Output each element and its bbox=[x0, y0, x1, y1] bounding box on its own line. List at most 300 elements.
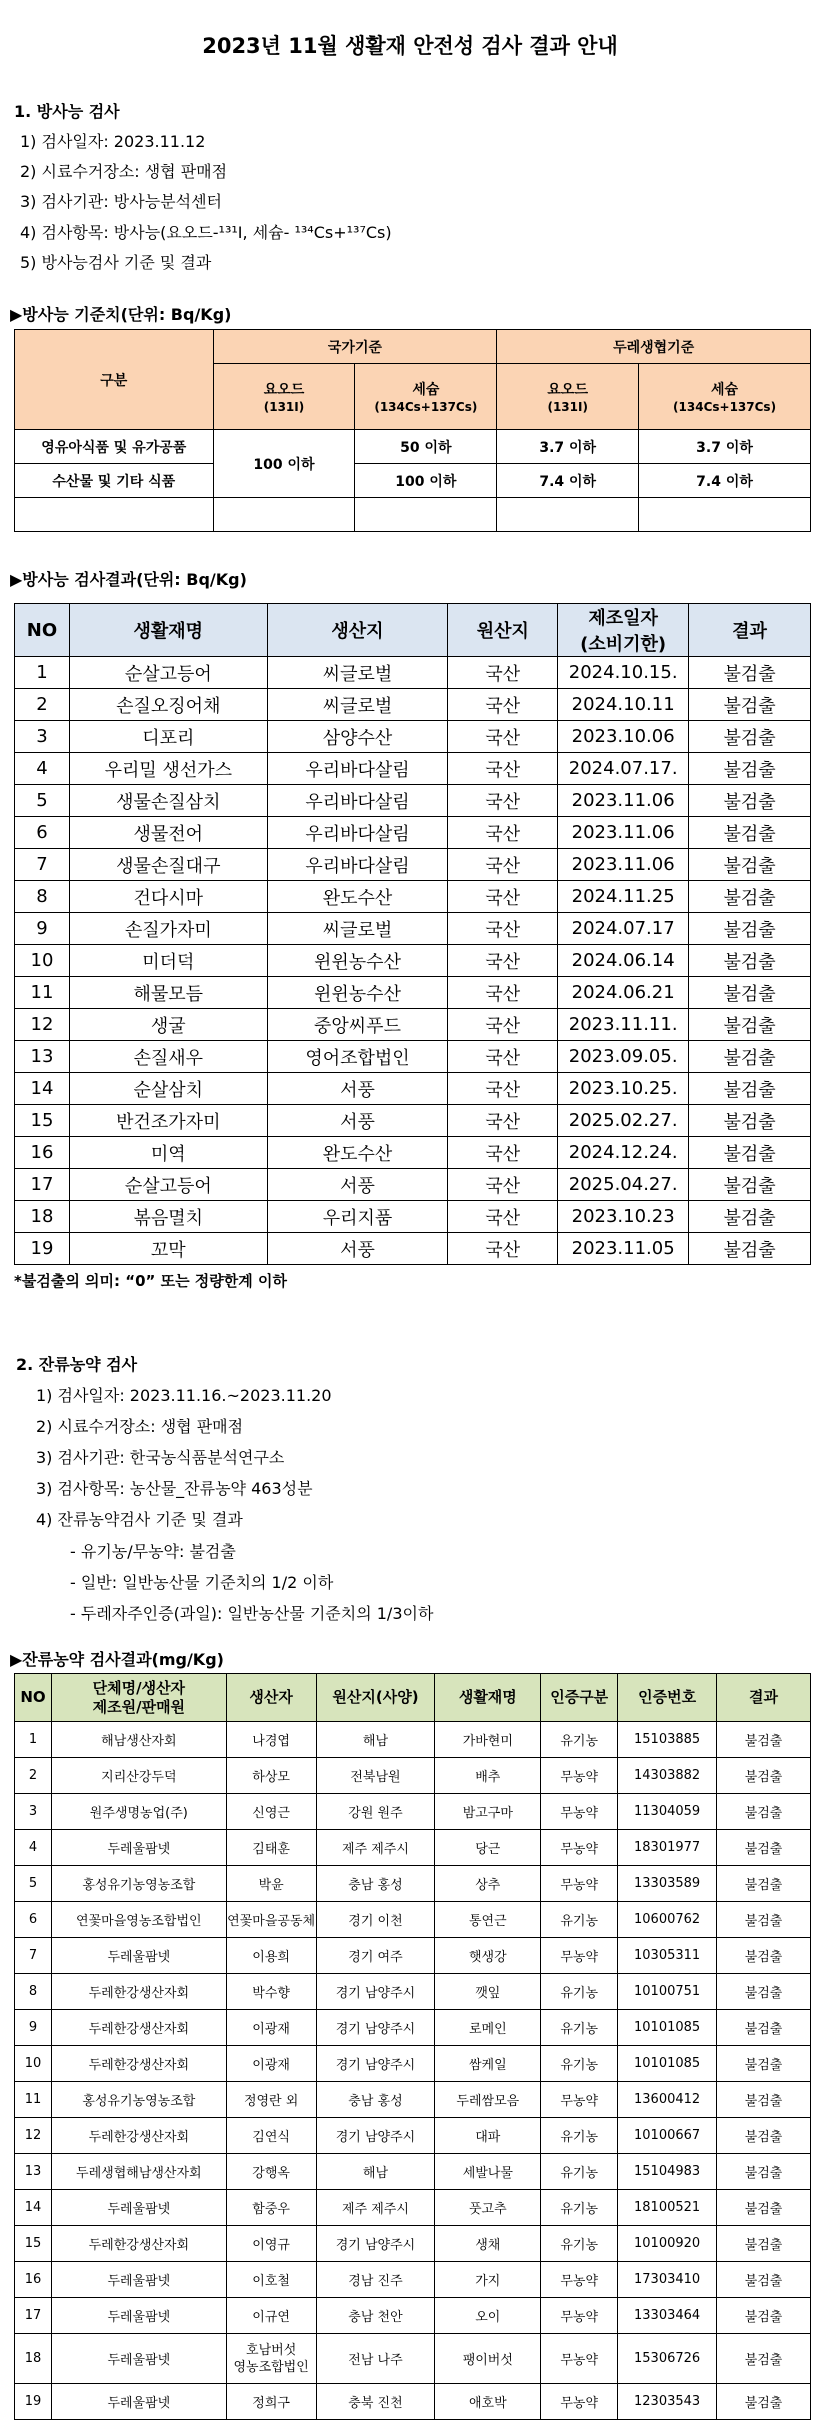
pest-cell-result: 불검출 bbox=[717, 1938, 811, 1974]
pest-cell-origin: 경기 여주 bbox=[316, 1938, 435, 1974]
pest-cell-org: 두레울팜넷 bbox=[51, 2262, 226, 2298]
rad-cell-producer: 씨글로벌 bbox=[267, 689, 448, 721]
pest-cell-result: 불검출 bbox=[717, 1758, 811, 1794]
pest-cell-result: 불검출 bbox=[717, 2154, 811, 2190]
rad-cell-origin: 국산 bbox=[448, 849, 558, 881]
pest-cell-no: 7 bbox=[15, 1938, 52, 1974]
rad-cell-date: 2023.10.25. bbox=[558, 1073, 689, 1105]
table-row bbox=[15, 1137, 811, 1169]
rad-cell-item: 손질오징어채 bbox=[69, 689, 267, 721]
table-row bbox=[15, 913, 811, 945]
pest-cell-cert-type: 유기농 bbox=[541, 2046, 618, 2082]
rad-cell-result: 불검출 bbox=[689, 881, 811, 913]
rad-cell-producer: 중앙씨푸드 bbox=[267, 1009, 448, 1041]
pest-cell-producer: 호남버섯 영농조합법인 bbox=[226, 2334, 316, 2384]
rad-cell-no: 16 bbox=[15, 1137, 70, 1169]
table-row bbox=[15, 1974, 811, 2010]
pest-cell-cert-type: 유기농 bbox=[541, 2226, 618, 2262]
table-row bbox=[15, 1866, 811, 1902]
rad-cell-item: 생굴 bbox=[69, 1009, 267, 1041]
pest-cell-cert-no: 10101085 bbox=[618, 2046, 717, 2082]
rad-cell-result: 불검출 bbox=[689, 849, 811, 881]
table-row bbox=[15, 2334, 811, 2384]
rad-cell-result: 불검출 bbox=[689, 945, 811, 977]
pest-cell-producer: 하상모 bbox=[226, 1758, 316, 1794]
pest-cell-result: 불검출 bbox=[717, 2226, 811, 2262]
table-row bbox=[15, 849, 811, 881]
rad-cell-origin: 국산 bbox=[448, 1137, 558, 1169]
pest-cell-cert-no: 18301977 bbox=[618, 1830, 717, 1866]
rad-header-date: 제조일자 (소비기한) bbox=[558, 604, 689, 657]
std-empty-cell bbox=[15, 498, 214, 532]
rad-header-origin: 원산지 bbox=[448, 604, 558, 657]
pest-cell-producer: 이용희 bbox=[226, 1938, 316, 1974]
rad-cell-producer: 윈윈농수산 bbox=[267, 945, 448, 977]
rad-cell-result: 불검출 bbox=[689, 657, 811, 689]
rad-cell-item: 해물모듬 bbox=[69, 977, 267, 1009]
table-row bbox=[15, 1073, 811, 1105]
pest-cell-no: 16 bbox=[15, 2262, 52, 2298]
pest-cell-item: 풋고추 bbox=[435, 2190, 541, 2226]
rad-cell-date: 2024.11.25 bbox=[558, 881, 689, 913]
pest-header-cert-type: 인증구분 bbox=[541, 1674, 618, 1722]
rad-cell-no: 6 bbox=[15, 817, 70, 849]
rad-cell-date: 2025.02.27. bbox=[558, 1105, 689, 1137]
std-national-header: 국가기준 bbox=[213, 330, 497, 364]
std-empty-cell bbox=[355, 498, 497, 532]
rad-cell-date: 2023.11.06 bbox=[558, 785, 689, 817]
rad-cell-item: 생물전어 bbox=[69, 817, 267, 849]
pest-cell-origin: 해남 bbox=[316, 1722, 435, 1758]
std-iodine-header: 요오드 (131I) bbox=[213, 364, 355, 430]
rad-cell-date: 2024.07.17. bbox=[558, 753, 689, 785]
pest-cell-org: 두레한강생산자회 bbox=[51, 2118, 226, 2154]
rad-cell-no: 19 bbox=[15, 1233, 70, 1265]
pest-cell-cert-type: 무농약 bbox=[541, 2334, 618, 2384]
pest-cell-cert-type: 유기농 bbox=[541, 2190, 618, 2226]
rad-cell-origin: 국산 bbox=[448, 1073, 558, 1105]
table-row bbox=[15, 1794, 811, 1830]
pest-cell-no: 8 bbox=[15, 1974, 52, 2010]
pest-cell-result: 불검출 bbox=[717, 2046, 811, 2082]
rad-cell-item: 미역 bbox=[69, 1137, 267, 1169]
pest-cell-origin: 충남 홍성 bbox=[316, 2082, 435, 2118]
pest-cell-item: 애호박 bbox=[435, 2384, 541, 2420]
rad-cell-origin: 국산 bbox=[448, 657, 558, 689]
rad-cell-result: 불검출 bbox=[689, 1137, 811, 1169]
section2-item: 4) 잔류농약검사 기준 및 결과 bbox=[36, 1510, 243, 1529]
pest-cell-item: 상추 bbox=[435, 1866, 541, 1902]
pest-cell-origin: 해남 bbox=[316, 2154, 435, 2190]
std-doore-header: 두레생협기준 bbox=[497, 330, 811, 364]
table-row bbox=[15, 2154, 811, 2190]
pest-header-producer: 생산자 bbox=[226, 1674, 316, 1722]
pest-cell-org: 두레울팜넷 bbox=[51, 2334, 226, 2384]
rad-cell-result: 불검출 bbox=[689, 721, 811, 753]
pest-cell-item: 깻잎 bbox=[435, 1974, 541, 2010]
section2-heading: 2. 잔류농약 검사 bbox=[16, 1355, 138, 1374]
rad-cell-no: 2 bbox=[15, 689, 70, 721]
pest-caption: ▶잔류농약 검사결과(mg/Kg) bbox=[10, 1650, 224, 1669]
table-row bbox=[15, 2010, 811, 2046]
rad-cell-result: 불검출 bbox=[689, 1041, 811, 1073]
radiation-results-table bbox=[14, 603, 811, 1265]
rad-cell-result: 불검출 bbox=[689, 753, 811, 785]
std-empty-cell bbox=[639, 498, 811, 532]
rad-cell-result: 불검출 bbox=[689, 1201, 811, 1233]
rad-cell-origin: 국산 bbox=[448, 913, 558, 945]
rad-cell-no: 10 bbox=[15, 945, 70, 977]
pest-cell-item: 대파 bbox=[435, 2118, 541, 2154]
rad-cell-result: 불검출 bbox=[689, 817, 811, 849]
pest-cell-result: 불검출 bbox=[717, 2118, 811, 2154]
pest-cell-producer: 이영규 bbox=[226, 2226, 316, 2262]
rad-cell-no: 9 bbox=[15, 913, 70, 945]
pest-cell-producer: 나경엽 bbox=[226, 1722, 316, 1758]
rad-cell-result: 불검출 bbox=[689, 977, 811, 1009]
rad-cell-origin: 국산 bbox=[448, 1169, 558, 1201]
rad-header-no: NO bbox=[15, 604, 70, 657]
table-row bbox=[15, 945, 811, 977]
rad-cell-origin: 국산 bbox=[448, 753, 558, 785]
rad-cell-no: 14 bbox=[15, 1073, 70, 1105]
table-row bbox=[15, 2118, 811, 2154]
pest-cell-item: 오이 bbox=[435, 2298, 541, 2334]
rad-cell-result: 불검출 bbox=[689, 785, 811, 817]
section1-item: 1) 검사일자: 2023.11.12 bbox=[20, 132, 206, 151]
rad-cell-item: 순살고등어 bbox=[69, 657, 267, 689]
page-title: 2023년 11월 생활재 안전성 검사 결과 안내 bbox=[202, 34, 618, 58]
pest-cell-item: 밤고구마 bbox=[435, 1794, 541, 1830]
pest-cell-cert-type: 무농약 bbox=[541, 2298, 618, 2334]
pest-cell-producer: 강행옥 bbox=[226, 2154, 316, 2190]
rad-cell-origin: 국산 bbox=[448, 1009, 558, 1041]
std-doore-cesium: 3.7 이하 bbox=[639, 430, 811, 464]
section1-heading: 1. 방사능 검사 bbox=[14, 102, 120, 121]
std-doore-iodine: 7.4 이하 bbox=[497, 464, 639, 498]
table-row bbox=[15, 1758, 811, 1794]
pest-cell-cert-no: 10600762 bbox=[618, 1902, 717, 1938]
pest-cell-origin: 제주 제주시 bbox=[316, 1830, 435, 1866]
pest-cell-no: 18 bbox=[15, 2334, 52, 2384]
rad-cell-producer: 우리바다살림 bbox=[267, 817, 448, 849]
pest-header-no: NO bbox=[15, 1674, 52, 1722]
std-nat-iodine: 100 이하 bbox=[213, 430, 355, 498]
pest-cell-cert-no: 13303464 bbox=[618, 2298, 717, 2334]
pest-cell-item: 로메인 bbox=[435, 2010, 541, 2046]
section2-item: 3) 검사기관: 한국농식품분석연구소 bbox=[36, 1448, 285, 1467]
section1-item: 5) 방사능검사 기준 및 결과 bbox=[20, 253, 212, 272]
rad-cell-origin: 국산 bbox=[448, 1105, 558, 1137]
rad-cell-date: 2024.07.17 bbox=[558, 913, 689, 945]
rad-cell-producer: 삼양수산 bbox=[267, 721, 448, 753]
pest-cell-cert-type: 무농약 bbox=[541, 1830, 618, 1866]
rad-cell-item: 생물손질대구 bbox=[69, 849, 267, 881]
pest-cell-org: 지리산강두덕 bbox=[51, 1758, 226, 1794]
rad-cell-date: 2024.10.11 bbox=[558, 689, 689, 721]
rad-cell-item: 꼬막 bbox=[69, 1233, 267, 1265]
pest-cell-producer: 정영란 외 bbox=[226, 2082, 316, 2118]
std-cesium-header: 세슘 (134Cs+137Cs) bbox=[355, 364, 497, 430]
pest-cell-org: 두레한강생산자회 bbox=[51, 2226, 226, 2262]
pest-cell-item: 세발나물 bbox=[435, 2154, 541, 2190]
std-cesium-header: 세슘 (134Cs+137Cs) bbox=[639, 364, 811, 430]
rad-cell-item: 손질새우 bbox=[69, 1041, 267, 1073]
section2-item: 1) 검사일자: 2023.11.16.~2023.11.20 bbox=[36, 1386, 332, 1405]
pest-cell-cert-no: 14303882 bbox=[618, 1758, 717, 1794]
pest-cell-producer: 연꽃마을공동체 bbox=[226, 1902, 316, 1938]
pest-cell-origin: 충남 홍성 bbox=[316, 1866, 435, 1902]
pest-cell-origin: 충북 진천 bbox=[316, 2384, 435, 2420]
rad-cell-origin: 국산 bbox=[448, 1233, 558, 1265]
rad-cell-result: 불검출 bbox=[689, 1105, 811, 1137]
pest-cell-org: 두레울팜넷 bbox=[51, 1830, 226, 1866]
pest-cell-result: 불검출 bbox=[717, 1722, 811, 1758]
rad-cell-no: 11 bbox=[15, 977, 70, 1009]
pest-cell-result: 불검출 bbox=[717, 1866, 811, 1902]
pest-cell-producer: 박윤 bbox=[226, 1866, 316, 1902]
pest-cell-org: 해남생산자회 bbox=[51, 1722, 226, 1758]
pest-cell-result: 불검출 bbox=[717, 2334, 811, 2384]
table-row bbox=[15, 2226, 811, 2262]
pest-cell-cert-type: 유기농 bbox=[541, 2010, 618, 2046]
rad-cell-producer: 우리바다살림 bbox=[267, 785, 448, 817]
table-row bbox=[15, 1938, 811, 1974]
pest-cell-no: 2 bbox=[15, 1758, 52, 1794]
pest-cell-producer: 정희구 bbox=[226, 2384, 316, 2420]
pest-cell-org: 원주생명농업(주) bbox=[51, 1794, 226, 1830]
section2-sub: - 일반: 일반농산물 기준치의 1/2 이하 bbox=[70, 1573, 334, 1592]
pest-cell-cert-no: 10100667 bbox=[618, 2118, 717, 2154]
pest-cell-no: 9 bbox=[15, 2010, 52, 2046]
pest-cell-origin: 경남 진주 bbox=[316, 2262, 435, 2298]
rad-cell-date: 2024.12.24. bbox=[558, 1137, 689, 1169]
table-row bbox=[15, 1233, 811, 1265]
rad-cell-result: 불검출 bbox=[689, 1233, 811, 1265]
pest-cell-producer: 이광재 bbox=[226, 2046, 316, 2082]
rad-cell-producer: 서풍 bbox=[267, 1169, 448, 1201]
table-row bbox=[15, 1009, 811, 1041]
pest-cell-origin: 경기 이천 bbox=[316, 1902, 435, 1938]
rad-cell-origin: 국산 bbox=[448, 689, 558, 721]
std-doore-iodine: 3.7 이하 bbox=[497, 430, 639, 464]
pest-cell-item: 당근 bbox=[435, 1830, 541, 1866]
rad-cell-origin: 국산 bbox=[448, 1041, 558, 1073]
pest-cell-cert-no: 17303410 bbox=[618, 2262, 717, 2298]
pest-cell-origin: 경기 남양주시 bbox=[316, 2010, 435, 2046]
pest-cell-result: 불검출 bbox=[717, 2190, 811, 2226]
pest-cell-org: 두레한강생산자회 bbox=[51, 1974, 226, 2010]
std-row-name: 영유아식품 및 유가공품 bbox=[15, 430, 214, 464]
pest-cell-producer: 함중우 bbox=[226, 2190, 316, 2226]
pest-cell-cert-type: 무농약 bbox=[541, 1866, 618, 1902]
table-row bbox=[15, 1041, 811, 1073]
pest-cell-result: 불검출 bbox=[717, 2384, 811, 2420]
rad-cell-result: 불검출 bbox=[689, 1009, 811, 1041]
rad-cell-item: 손질가자미 bbox=[69, 913, 267, 945]
table-row bbox=[15, 977, 811, 1009]
pest-cell-org: 두레울팜넷 bbox=[51, 2298, 226, 2334]
pest-cell-no: 3 bbox=[15, 1794, 52, 1830]
rad-cell-result: 불검출 bbox=[689, 689, 811, 721]
pest-cell-org: 두레울팜넷 bbox=[51, 1938, 226, 1974]
pest-cell-cert-no: 10101085 bbox=[618, 2010, 717, 2046]
pest-cell-no: 14 bbox=[15, 2190, 52, 2226]
pest-cell-origin: 전북남원 bbox=[316, 1758, 435, 1794]
rad-cell-producer: 서풍 bbox=[267, 1073, 448, 1105]
rad-cell-origin: 국산 bbox=[448, 881, 558, 913]
pest-cell-cert-no: 13303589 bbox=[618, 1866, 717, 1902]
rad-cell-item: 순살고등어 bbox=[69, 1169, 267, 1201]
pest-cell-no: 1 bbox=[15, 1722, 52, 1758]
table-row bbox=[15, 1201, 811, 1233]
table-row bbox=[15, 2082, 811, 2118]
pest-cell-cert-type: 유기농 bbox=[541, 1974, 618, 2010]
pest-cell-no: 6 bbox=[15, 1902, 52, 1938]
table-row bbox=[15, 1169, 811, 1201]
rad-cell-no: 8 bbox=[15, 881, 70, 913]
pest-cell-org: 두레울팜넷 bbox=[51, 2190, 226, 2226]
rad-cell-origin: 국산 bbox=[448, 785, 558, 817]
section2-item: 2) 시료수거장소: 생협 판매점 bbox=[36, 1417, 244, 1436]
pest-cell-cert-type: 무농약 bbox=[541, 2082, 618, 2118]
rad-cell-producer: 윈윈농수산 bbox=[267, 977, 448, 1009]
pest-cell-no: 17 bbox=[15, 2298, 52, 2334]
pest-cell-producer: 이호철 bbox=[226, 2262, 316, 2298]
table-row bbox=[15, 2298, 811, 2334]
rad-caption: ▶방사능 검사결과(단위: Bq/Kg) bbox=[10, 570, 247, 589]
pest-cell-origin: 제주 제주시 bbox=[316, 2190, 435, 2226]
pest-cell-cert-no: 12303543 bbox=[618, 2384, 717, 2420]
pest-header-item: 생활재명 bbox=[435, 1674, 541, 1722]
pest-cell-result: 불검출 bbox=[717, 2298, 811, 2334]
pest-cell-cert-no: 10100920 bbox=[618, 2226, 717, 2262]
rad-cell-producer: 씨글로벌 bbox=[267, 657, 448, 689]
rad-cell-origin: 국산 bbox=[448, 721, 558, 753]
pest-cell-item: 두레쌈모음 bbox=[435, 2082, 541, 2118]
rad-cell-no: 12 bbox=[15, 1009, 70, 1041]
pest-cell-item: 생채 bbox=[435, 2226, 541, 2262]
pest-cell-org: 홍성유기농영농조합 bbox=[51, 2082, 226, 2118]
pest-cell-no: 10 bbox=[15, 2046, 52, 2082]
rad-cell-date: 2023.11.05 bbox=[558, 1233, 689, 1265]
pest-cell-cert-type: 유기농 bbox=[541, 1722, 618, 1758]
std-category-header: 구분 bbox=[15, 330, 214, 430]
rad-cell-item: 디포리 bbox=[69, 721, 267, 753]
rad-cell-origin: 국산 bbox=[448, 977, 558, 1009]
rad-cell-no: 3 bbox=[15, 721, 70, 753]
pest-cell-cert-no: 18100521 bbox=[618, 2190, 717, 2226]
rad-cell-no: 7 bbox=[15, 849, 70, 881]
std-empty-cell bbox=[497, 498, 639, 532]
rad-cell-item: 볶음멸치 bbox=[69, 1201, 267, 1233]
table-row bbox=[15, 2262, 811, 2298]
pest-cell-org: 두레생협해남생산자회 bbox=[51, 2154, 226, 2190]
table-row bbox=[15, 1902, 811, 1938]
pest-cell-origin: 강원 원주 bbox=[316, 1794, 435, 1830]
rad-cell-date: 2024.06.21 bbox=[558, 977, 689, 1009]
section2-sub: - 두레자주인증(과일): 일반농산물 기준치의 1/3이하 bbox=[70, 1604, 434, 1623]
rad-cell-producer: 우리바다살림 bbox=[267, 849, 448, 881]
rad-cell-no: 4 bbox=[15, 753, 70, 785]
pest-cell-cert-no: 15103885 bbox=[618, 1722, 717, 1758]
table-row bbox=[15, 2384, 811, 2420]
pest-cell-cert-no: 10305311 bbox=[618, 1938, 717, 1974]
pest-cell-cert-no: 15104983 bbox=[618, 2154, 717, 2190]
table-row bbox=[15, 2190, 811, 2226]
table-row bbox=[15, 881, 811, 913]
rad-cell-producer: 서풍 bbox=[267, 1105, 448, 1137]
rad-cell-no: 15 bbox=[15, 1105, 70, 1137]
pest-header-origin: 원산지(사양) bbox=[316, 1674, 435, 1722]
rad-cell-producer: 완도수산 bbox=[267, 881, 448, 913]
pest-cell-item: 통연근 bbox=[435, 1902, 541, 1938]
rad-cell-date: 2023.11.06 bbox=[558, 849, 689, 881]
rad-cell-no: 18 bbox=[15, 1201, 70, 1233]
rad-cell-item: 건다시마 bbox=[69, 881, 267, 913]
pest-header-cert-no: 인증번호 bbox=[618, 1674, 717, 1722]
section1-item: 3) 검사기관: 방사능분석센터 bbox=[20, 192, 223, 211]
table-row bbox=[15, 657, 811, 689]
pest-cell-item: 가지 bbox=[435, 2262, 541, 2298]
pest-cell-item: 배추 bbox=[435, 1758, 541, 1794]
pest-cell-no: 11 bbox=[15, 2082, 52, 2118]
rad-cell-date: 2023.09.05. bbox=[558, 1041, 689, 1073]
pest-cell-item: 가바현미 bbox=[435, 1722, 541, 1758]
pest-cell-cert-no: 11304059 bbox=[618, 1794, 717, 1830]
rad-cell-item: 생물손질삼치 bbox=[69, 785, 267, 817]
rad-cell-date: 2024.10.15. bbox=[558, 657, 689, 689]
rad-cell-producer: 우리바다살림 bbox=[267, 753, 448, 785]
table-row bbox=[15, 689, 811, 721]
table-row bbox=[15, 1722, 811, 1758]
rad-cell-producer: 영어조합법인 bbox=[267, 1041, 448, 1073]
section2-sub: - 유기농/무농약: 불검출 bbox=[70, 1542, 236, 1561]
table-row bbox=[15, 1105, 811, 1137]
pest-cell-result: 불검출 bbox=[717, 1902, 811, 1938]
pest-cell-cert-type: 유기농 bbox=[541, 1902, 618, 1938]
pest-cell-cert-type: 무농약 bbox=[541, 1794, 618, 1830]
pest-cell-no: 5 bbox=[15, 1866, 52, 1902]
rad-cell-date: 2023.11.11. bbox=[558, 1009, 689, 1041]
std-iodine-header: 요오드 (131I) bbox=[497, 364, 639, 430]
rad-header-producer: 생산지 bbox=[267, 604, 448, 657]
pest-cell-org: 두레한강생산자회 bbox=[51, 2010, 226, 2046]
rad-cell-date: 2023.11.06 bbox=[558, 817, 689, 849]
pest-cell-no: 13 bbox=[15, 2154, 52, 2190]
pest-cell-producer: 박수향 bbox=[226, 1974, 316, 2010]
pest-cell-no: 12 bbox=[15, 2118, 52, 2154]
rad-cell-date: 2024.06.14 bbox=[558, 945, 689, 977]
pest-cell-cert-type: 무농약 bbox=[541, 2384, 618, 2420]
pest-cell-producer: 이광재 bbox=[226, 2010, 316, 2046]
pest-cell-no: 15 bbox=[15, 2226, 52, 2262]
pest-cell-cert-no: 15306726 bbox=[618, 2334, 717, 2384]
std-nat-cesium: 50 이하 bbox=[355, 430, 497, 464]
rad-cell-result: 불검출 bbox=[689, 1073, 811, 1105]
pest-cell-origin: 경기 남양주시 bbox=[316, 2046, 435, 2082]
pest-cell-org: 연꽃마을영농조합법인 bbox=[51, 1902, 226, 1938]
pest-cell-cert-type: 유기농 bbox=[541, 2154, 618, 2190]
table-row bbox=[15, 753, 811, 785]
pest-cell-result: 불검출 bbox=[717, 2262, 811, 2298]
pest-cell-item: 햇생강 bbox=[435, 1938, 541, 1974]
pest-cell-no: 4 bbox=[15, 1830, 52, 1866]
pest-cell-result: 불검출 bbox=[717, 1974, 811, 2010]
pest-cell-org: 두레한강생산자회 bbox=[51, 2046, 226, 2082]
pest-header-org: 단체명/생산자 제조원/판매원 bbox=[51, 1674, 226, 1722]
std-empty-cell bbox=[213, 498, 355, 532]
